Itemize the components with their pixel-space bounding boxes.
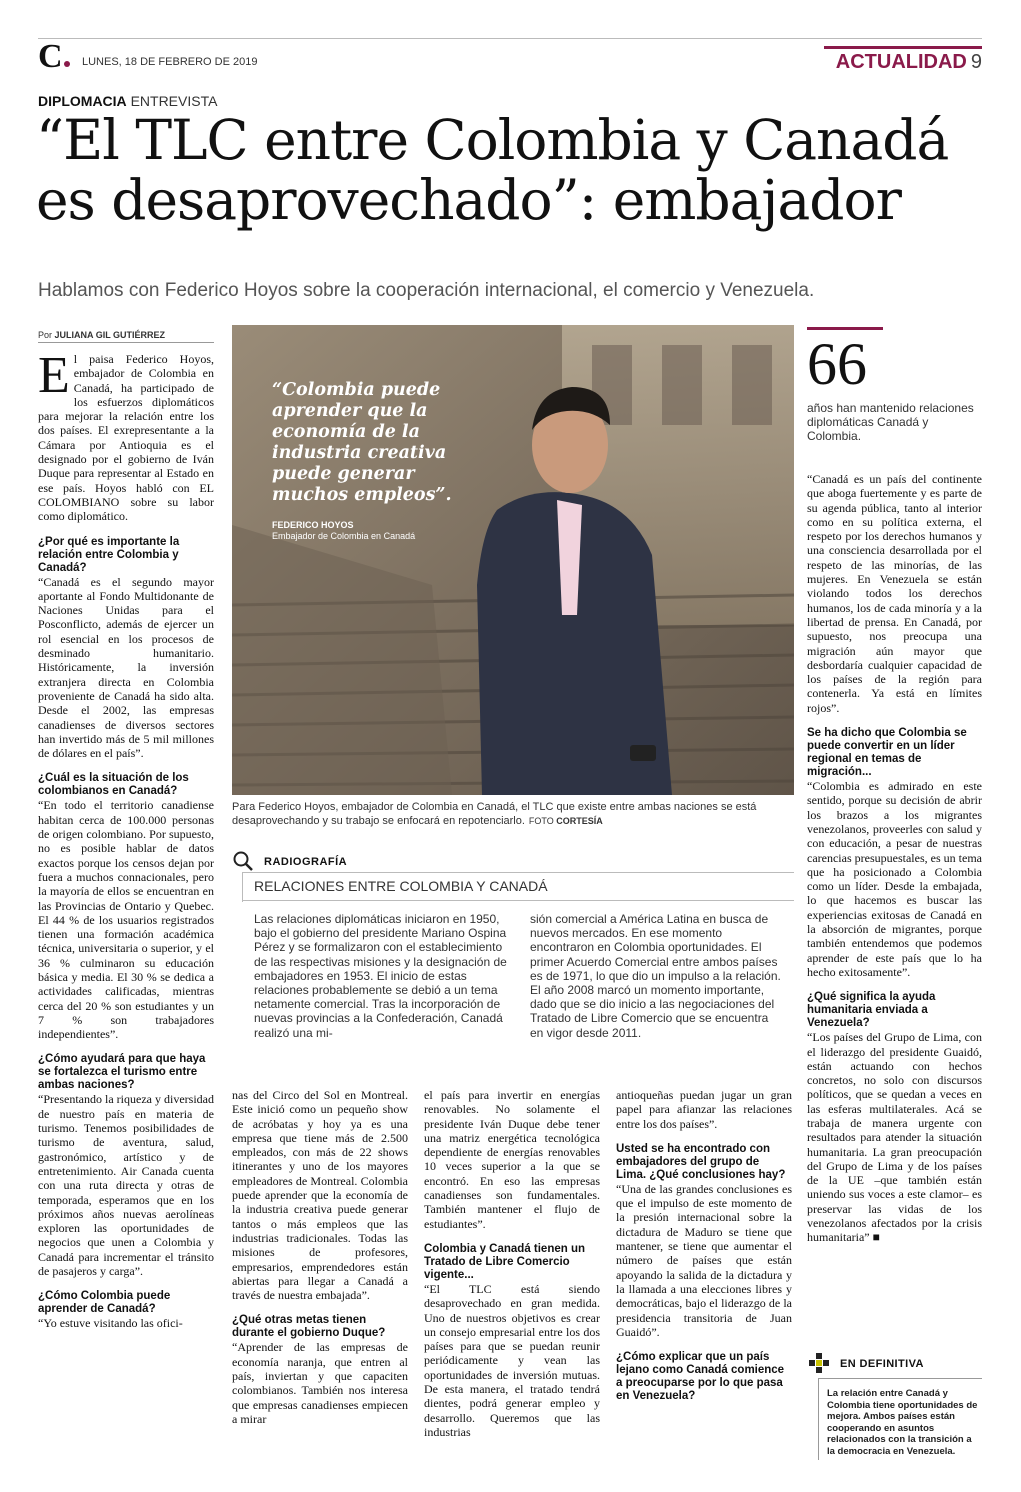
pull-quote-role: Embajador de Colombia en Canadá bbox=[272, 531, 416, 541]
radiografia-title: RADIOGRAFÍA bbox=[264, 856, 348, 868]
column-4 bbox=[616, 1088, 792, 1403]
section-label: ACTUALIDAD 9 bbox=[824, 46, 982, 74]
answer: el país para invertir en energías renovables. No solamente el presidente Iván Duque debe tener una matriz energética tecnológica dependiente de energías renovables 10 veces superior a la que se encontró. En eso las empresas canadienses son fundamentales. También mantener el flujo de estudiantes”. bbox=[424, 1088, 600, 1231]
deck: Hablamos con Federico Hoyos sobre la cooperación internacional, el comercio y Venezuela. bbox=[38, 280, 815, 301]
dropcap: E bbox=[38, 347, 70, 404]
pull-quote: “Colombia puede aprender que la economía de la industria creativa puede generar muchos empleos”. bbox=[272, 380, 452, 505]
answer: “En todo el territorio canadiense habitan cerca de 100.000 personas de origen colombiano. Por supuesto, no es posible hablar de datos exactos porque los censos dejan por fuera a muchos connacionales, pero la mayoría de ellos se encuentran en las Provincias de Ontario y Quebec. El 44 % de los usuarios registrados tienen una formación académica técnica, universitaria o superior, y el 36 % culminaron su educación básica y media. El 30 % se dedica a actividades calificadas, mientras cerca del 20 % son estudiantes y un 7 % son trabajadores independientes”. bbox=[38, 798, 214, 1042]
newspaper-logo: C bbox=[38, 40, 70, 74]
question: Colombia y Canadá tienen un Tratado de Libre Comercio vigente... bbox=[424, 1242, 586, 1281]
radiografia-right-column: sión comercial a América Latina en busca de nuevos mercados. En ese momento encontraron en Colombia oportunidades. El primer Acuerdo Comercial entre ambos países es de 1971, lo que dio un impulso a la relación. El año 2008 marcó un momento importante, dado que se dio inicio a las negociaciones del Tratado de Libre Comercio que se encuentra en vigor desde 2011. bbox=[530, 912, 781, 1040]
photo-credit: FOTO CORTESÍA bbox=[528, 816, 603, 826]
pull-quote-name: FEDERICO HOYOS bbox=[272, 520, 354, 530]
question: Se ha dicho que Colombia se puede convertir en un líder regional en temas de migración... bbox=[807, 727, 967, 779]
answer: antioqueñas puedan jugar un gran papel para afianzar las relaciones entre los dos países”. bbox=[616, 1088, 792, 1131]
answer: “Canadá es el segundo mayor aportante al Fondo Multidonante de Naciones Unidas para el Posconflicto, además de ejercer un rol esencial en los procesos de desminado humanitario. Históricamente, la inversión extranjera directa en Colombia proveniente de Canadá ha sido alta. Desde el 2002, las empresas canadienses de diversos sectores han invertido más de 5 mil millones de dólares en el país”. bbox=[38, 574, 214, 761]
intro-paragraph: El paisa Federico Hoyos, embajador de Colombia en Canadá, ha participado de los esfuerzos diplomáticos para mejorar la relación entre los dos países. El exrepresentante a la Cámara por Antioquia es el designado por el gobierno de Iván Duque para representar al Estado en ese país. Hoyos habló con EL COLOMBIANO sobre su labor como diplomático. bbox=[38, 347, 214, 524]
question: ¿Por qué es importante la relación entre Colombia y Canadá? bbox=[38, 535, 180, 574]
question: ¿Qué otras metas tienen durante el gobierno Duque? bbox=[232, 1314, 386, 1340]
byline-rule bbox=[38, 342, 214, 343]
answer: “Yo estuve visitando las ofici- bbox=[38, 1316, 183, 1331]
answer: “Colombia es admirado en este sentido, porque su decisión de abrir los brazos a los migrantes venezolanos, proveerles con salud y con educación, a pesar de nuestras carencias presupuestales, es un tema que ha posicionado a Colombia como un líder. Desde la embajada, lo que hacemos es buscar las experiencias exitosas de Canadá en la absorción de migrantes, porque también entendemos que podemos aprender de este país que lo ha hecho exitosamente”. bbox=[807, 779, 982, 979]
answer: “El TLC está siendo desaprovechado en gran medida. Uno de nuestros objetivos es crear un consejo empresarial entre los dos países para que se puedan reunir periódicamente y vean las oportunidades de inversión mutuas. De esta manera, el tratado tendrá dientes, podrá generar empleo y desarrollo. Queremos que las industrias bbox=[424, 1281, 600, 1439]
question: ¿Cómo Colombia puede aprender de Canadá? bbox=[38, 1290, 171, 1316]
en-definitiva-rule-left bbox=[818, 1378, 819, 1460]
stat-number: 66 bbox=[807, 331, 867, 397]
answer: “Los países del Grupo de Lima, con el liderazgo del presidente Guaidó, están actuando con hechos concretos, no solo con discursos políticos, que se quedan a veces en las esferas multilaterales. Acá se trabaja de manera urgente con resultados para atender la situación humanitaria. La gran preocupación del Grupo de Lima y de los países de la UE –que también están uniendo sus voces a este clamor– es preservar las vidas de los venezolanos afectados por la crisis humanitaria” ■ bbox=[807, 1030, 982, 1245]
radiografia-rule-bottom bbox=[242, 900, 794, 901]
top-rule bbox=[38, 38, 982, 39]
question: ¿Qué significa la ayuda humanitaria enviada a Venezuela? bbox=[807, 991, 936, 1030]
stat-text: años han mantenido relaciones diplomáticas Canadá y Colombia. bbox=[807, 401, 974, 443]
headline: “El TLC entre Colombia y Canadá es desaprovechado”: embajador bbox=[36, 108, 949, 232]
issue-date: LUNES, 18 DE FEBRERO DE 2019 bbox=[82, 56, 258, 68]
answer: “Canadá es un país del continente que aboga fuertemente y es parte de su agenda pública, tanto al interior como en su política externa, el respeto por los derechos humanos y una consciencia desarrollada por el respeto de las minorías, de las mujeres. En Venezuela se están violando todos los derechos humanos, los de cada minoría y a la libertad de prensa. En Canadá, por supuesto, nos preocupa una migración aún mayor que desbordaría cualquier capacidad de los países de la región para contenerla. Ya está en límites rojos”. bbox=[807, 472, 982, 715]
answer: “Aprender de las empresas de economía naranja, que entren al país, inviertan y que capaciten colombianos. También nos interesa que empresas canadienses empiecen a mirar bbox=[232, 1340, 408, 1426]
checker-icon bbox=[808, 1352, 830, 1374]
en-definitiva-rule-top bbox=[818, 1378, 982, 1379]
magnifier-icon bbox=[232, 850, 254, 872]
stat-rule bbox=[807, 327, 883, 330]
column-5 bbox=[807, 472, 982, 1245]
answer: “Una de las grandes conclusiones es que el impulso de este momento de la presión internacional sobre la dictadura de Maduro se tiene que mantener, se tiene que aumentar el número de países que están apoyando la salida de la dictadura y la llamada a una elecciones libres y democráticas, bajo el liderazgo de la presidencia transitoria de Juan Guaidó”. bbox=[616, 1181, 792, 1339]
column-2 bbox=[232, 1088, 408, 1426]
radiografia-rule bbox=[242, 872, 794, 873]
byline: Por JULIANA GIL GUTIÉRREZ bbox=[38, 330, 166, 340]
kicker: DIPLOMACIA ENTREVISTA bbox=[38, 93, 218, 109]
question: Usted se ha encontrado con embajadores del grupo de Lima. ¿Qué conclusiones hay? bbox=[616, 1142, 786, 1181]
answer: nas del Circo del Sol en Montreal. Este inició como un pequeño show de acróbatas y hoy ya es una empresa que tiene más de 2.500 empleados, con más de 22 shows itinerantes y uno de los mayores empleadores de Montreal. Colombia puede aprender que la economía de la industria creativa puede generar tantos o más empleos que las industrias tradicionales. Todas las misiones de profesores, empresarios, emprendedores están abiertas para llegar a Canadá a través de nuestra embajada”. bbox=[232, 1088, 408, 1303]
column-3 bbox=[424, 1088, 600, 1439]
page-number: 9 bbox=[970, 51, 982, 73]
question: ¿Cómo ayudará para que haya se fortalezca el turismo entre ambas naciones? bbox=[38, 1053, 206, 1092]
answer: “Presentando la riqueza y diversidad de nuestro país en materia de turismo. Tenemos posibilidades de turismo de aventura, salud, gastronómico, artístico y de entretenimiento. Air Canada cuenta con una ruta directa y otras de temporada, esperamos que en los próximos años nuevas aerolíneas exploren las oportunidades de negocios que unen a Colombia y Canadá para incrementar el tránsito de pasajeros y carga”. bbox=[38, 1092, 214, 1279]
radiografia-left-column: Las relaciones diplomáticas iniciaron en 1950, bajo el gobierno del presidente Mariano Ospina Pérez y se formalizaron con el establecimiento de las respectivas misiones y la designación de embajadores en 1953. El inicio de estas relaciones probablemente se debió a un tema netamente comercial. Tras la incorporación de nuevas provincias a la Confederación, Canadá realizó una mi- bbox=[254, 912, 507, 1040]
radiografia-rule-left bbox=[242, 872, 243, 902]
radiografia-subtitle: RELACIONES ENTRE COLOMBIA Y CANADÁ bbox=[254, 878, 548, 894]
question: ¿Cuál es la situación de los colombianos en Canadá? bbox=[38, 772, 189, 798]
en-definitiva-title: EN DEFINITIVA bbox=[840, 1358, 924, 1370]
en-definitiva-body: La relación entre Canadá y Colombia tiene oportunidades de mejora. Ambos países están cooperando en asuntos relacionados con la transición a la democracia en Venezuela. bbox=[827, 1388, 978, 1457]
column-1 bbox=[38, 347, 214, 1331]
question: ¿Cómo explicar que un país lejano como Canadá comience a preocuparse por lo que pasa en Venezuela? bbox=[616, 1351, 785, 1403]
ambassador-photo bbox=[232, 325, 794, 795]
photo-caption: Para Federico Hoyos, embajador de Colombia en Canadá, el TLC que existe entre ambas naciones se está desaprovechando y su trabajo se enfocará en repotenciarlo. FOTO CORTESÍA bbox=[232, 801, 757, 827]
